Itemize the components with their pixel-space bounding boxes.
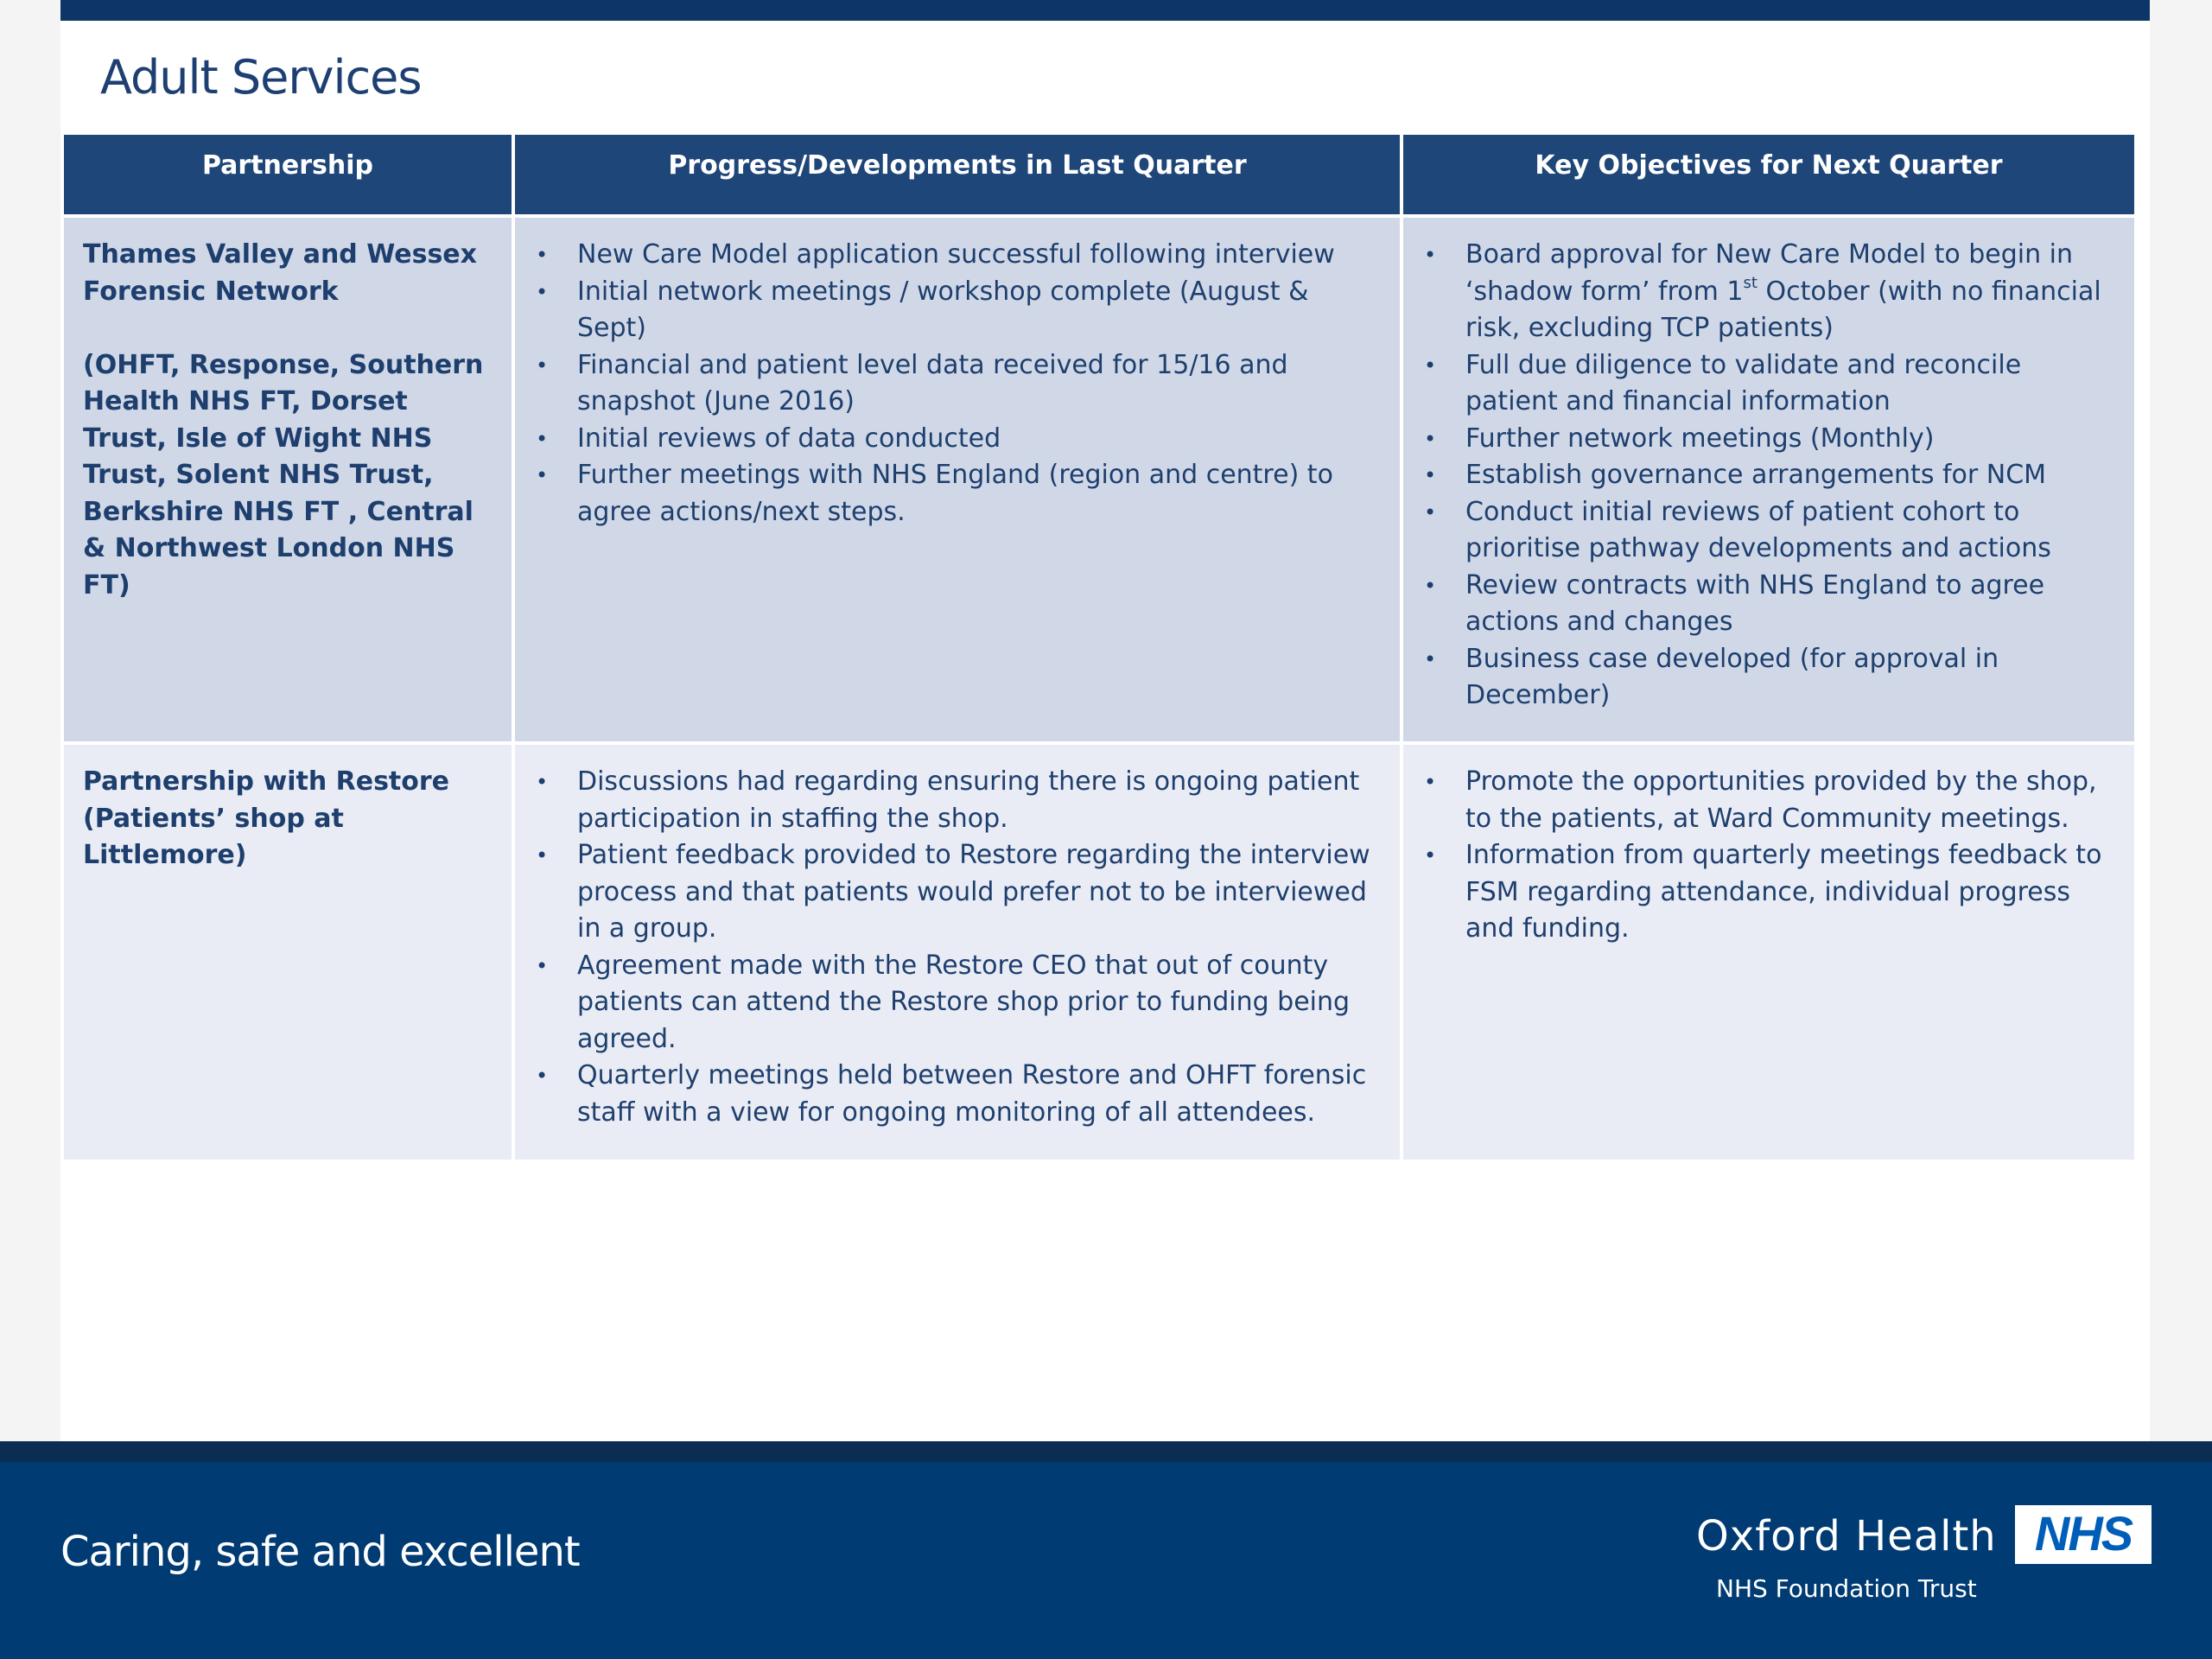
objectives-cell [1402,216,2136,743]
top-banner-bar [60,0,2150,21]
ordinal-suffix: st [1743,273,1758,292]
objectives-cell [1402,743,2136,1161]
table-header-row [62,133,2136,216]
partnership-name: Thames Valley and Wessex Forensic Network [83,239,478,307]
footer [0,1462,2212,1659]
footer-stripe [0,1441,2212,1462]
header-partnership: Partnership [62,133,513,216]
spacer [83,310,496,347]
partnership-name: Partnership with Restore (Patients’ shop at Littlemore) [83,766,450,870]
nhs-logo [2015,1505,2152,1564]
list-item: • Initial reviews of data conducted [532,421,1384,458]
list-item: • Discussions had regarding ensuring there is ongoing patient participation in staffing the shop. [532,764,1384,837]
list-item: • Business case developed (for approval in December) [1421,641,2119,715]
list-item: • Further meetings with NHS England (region and centre) to agree actions/next steps. [532,457,1384,531]
partnership-cell [62,216,513,743]
list-item: • Patient feedback provided to Restore regarding the interview process and that patients would prefer not to be interviewed in a group. [532,837,1384,948]
list-item: • Information from quarterly meetings feedback to FSM regarding attendance, individual progress and funding. [1421,837,2119,948]
list-item: • Quarterly meetings held between Restore and OHFT forensic staff with a view for ongoing monitoring of all attendees. [532,1058,1384,1131]
list-item: • Promote the opportunities provided by the shop, to the patients, at Ward Community meetings. [1421,764,2119,837]
organisation-name: Oxford Health [1696,1512,1997,1560]
progress-list [532,764,1384,1131]
list-item: • New Care Model application successful following interview [532,237,1384,274]
footer-tagline: Caring, safe and excellent [60,1528,580,1576]
progress-cell [513,743,1402,1161]
objectives-list [1421,237,2119,715]
slide [60,0,2150,1441]
table-row [62,216,2136,743]
list-item: • Further network meetings (Monthly) [1421,421,2119,458]
list-item: • Review contracts with NHS England to agree actions and changes [1421,568,2119,641]
header-objectives: Key Objectives for Next Quarter [1402,133,2136,216]
list-item: • Establish governance arrangements for NCM [1421,457,2119,494]
progress-cell [513,216,1402,743]
nhs-logo-text: NHS [2034,1506,2133,1560]
list-item [1421,237,2119,347]
partnership-cell [62,743,513,1161]
table-row [62,743,2136,1161]
organisation-subtitle: NHS Foundation Trust [1716,1574,1977,1603]
list-item: • Agreement made with the Restore CEO that out of county patients can attend the Restore shop prior to funding being agreed. [532,948,1384,1058]
list-item: • Financial and patient level data received for 15/16 and snapshot (June 2016) [532,347,1384,421]
objective-text-start: Board approval for New Care Model to begin in ‘shadow form’ from 1 [1465,239,2074,307]
list-item: • Initial network meetings / workshop complete (August & Sept) [532,274,1384,347]
header-progress: Progress/Developments in Last Quarter [513,133,1402,216]
list-item: • Conduct initial reviews of patient cohort to prioritise pathway developments and actions [1421,494,2119,568]
partnership-members: (OHFT, Response, Southern Health NHS FT, Dorset Trust, Isle of Wight NHS Trust, Solent NHS Trust, Berkshire NHS FT , Central & Northwest London NHS FT) [83,349,484,601]
progress-list [532,237,1384,531]
partnership-table [60,131,2138,1163]
objective-text-end: October (with no financial risk, excluding TCP patients) [1465,276,2101,343]
objectives-list [1421,764,2119,948]
page-title: Adult Services [100,50,422,105]
list-item: • Full due diligence to validate and reconcile patient and financial information [1421,347,2119,421]
